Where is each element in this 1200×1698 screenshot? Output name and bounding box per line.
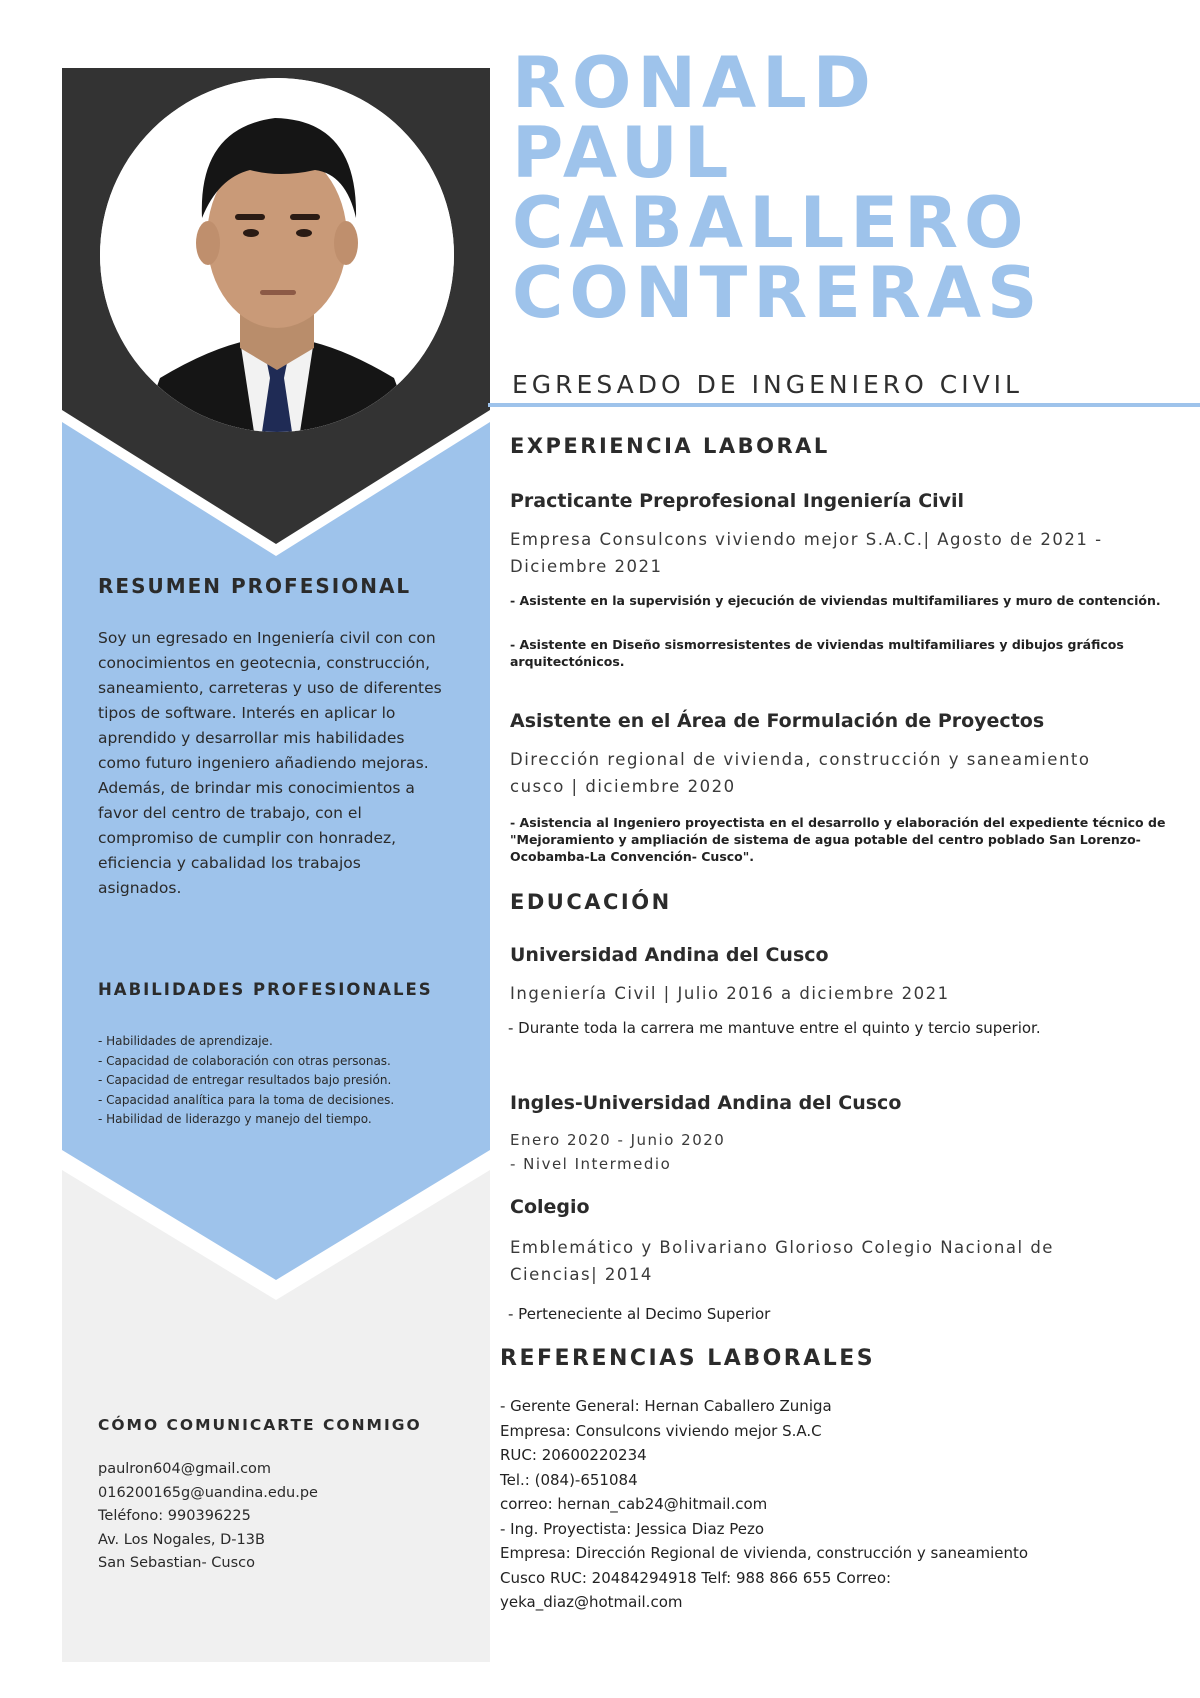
list-item: - Capacidad de colaboración con otras personas. — [98, 1053, 391, 1068]
contact-email: paulron604@gmail.com — [98, 1461, 272, 1477]
education-note: - Perteneciente al Decimo Superior — [508, 1305, 771, 1323]
reference-line: RUC: 20600220234 — [500, 1446, 647, 1464]
education-title: Ingles-Universidad Andina del Cusco — [510, 1092, 902, 1114]
summary-heading: RESUMEN PROFESIONAL — [98, 574, 412, 598]
person-avatar-icon — [100, 78, 454, 432]
skills-list — [98, 1032, 458, 1130]
profile-photo — [100, 78, 454, 432]
title-divider — [488, 403, 1200, 407]
contact-block — [98, 1458, 458, 1576]
list-item: - Capacidad de entregar resultados bajo presión. — [98, 1073, 392, 1087]
education-note: - Nivel Intermedio — [510, 1155, 672, 1173]
job-title: Practicante Preprofesional Ingeniería Civil — [510, 490, 965, 512]
job-meta: Empresa Consulcons viviendo mejor S.A.C.| Agosto de 2021 - Diciembre 2021 — [510, 530, 1103, 576]
reference-line: Empresa: Consulcons viviendo mejor S.A.C — [500, 1421, 822, 1440]
contact-city: San Sebastian- Cusco — [98, 1555, 256, 1571]
name-line-3: CABALLERO — [512, 182, 1030, 264]
contact-email-institutional: 016200165g@uandina.edu.pe — [98, 1484, 318, 1501]
references-heading: REFERENCIAS LABORALES — [500, 1346, 876, 1371]
references-block — [500, 1394, 1060, 1615]
education-note: - Durante toda la carrera me mantuve entre el quinto y tercio superior. — [508, 1019, 1041, 1037]
list-item: - Habilidad de liderazgo y manejo del tiempo. — [98, 1112, 372, 1126]
job-bullet: - Asistente en la supervisión y ejecución de viviendas multifamiliares y muro de contención. — [510, 593, 1161, 608]
name-line-1: RONALD — [512, 42, 877, 124]
name-line-2: PAUL — [512, 112, 735, 194]
education-meta: Enero 2020 - Junio 2020 — [510, 1131, 726, 1149]
reference-line: correo: hernan_cab24@hitmail.com — [500, 1495, 768, 1513]
list-item: - Capacidad analítica para la toma de decisiones. — [98, 1092, 395, 1107]
reference-line: - Gerente General: Hernan Caballero Zuniga — [500, 1397, 832, 1415]
experience-heading: EXPERIENCIA LABORAL — [510, 434, 830, 458]
education-heading: EDUCACIÓN — [510, 890, 672, 914]
job-meta: Dirección regional de vivienda, construcción y saneamiento cusco | diciembre 2020 — [510, 750, 1091, 796]
name-line-4: CONTRERAS — [512, 252, 1044, 334]
skills-heading: HABILIDADES PROFESIONALES — [98, 980, 433, 999]
education-meta: Emblemático y Bolivariano Glorioso Colegio Nacional de Ciencias| 2014 — [510, 1238, 1054, 1284]
contact-phone: Teléfono: 990396225 — [98, 1508, 251, 1524]
contact-address: Av. Los Nogales, D-13B — [98, 1531, 265, 1548]
job-title: Asistente en el Área de Formulación de Proyectos — [510, 710, 1045, 732]
job-bullet: - Asistente en Diseño sismorresistentes de viviendas multifamiliares y dibujos gráficos arquitectónicos. — [510, 637, 1124, 669]
education-meta: Ingeniería Civil | Julio 2016 a diciembre 2021 — [510, 984, 950, 1003]
reference-line: Tel.: (084)-651084 — [500, 1470, 638, 1489]
list-item: - Habilidades de aprendizaje. — [98, 1034, 273, 1048]
job-bullet: - Asistencia al Ingeniero proyectista en el desarrollo y elaboración del expediente técnico de "Mejoramiento y ampliación de sistema de agua potable del centro poblado San Lorenzo-Ocobamba-La Convención- Cusco". — [510, 815, 1166, 864]
summary-text: Soy un egresado en Ingeniería civil con con conocimientos en geotecnia, construcción, saneamiento, carreteras y uso de diferentes tipos de software. Interés en aplicar lo aprendido y desarrollar mis habilidades como futuro ingeniero añadiendo mejoras. Además, de brindar mis conocimientos a favor del centro de trabajo, con el compromiso de cumplir con honradez, eficiencia y cabalidad los trabajos asignados. — [98, 629, 442, 897]
reference-line: - Ing. Proyectista: Jessica Diaz Pezo — [500, 1519, 765, 1538]
education-title: Universidad Andina del Cusco — [510, 944, 829, 966]
reference-line: Empresa: Dirección Regional de vivienda, construcción y saneamiento Cusco RUC: 20484294918 Telf: 988 866 655 Correo: yeka_diaz@hotmail.com — [500, 1544, 1029, 1611]
contact-heading: CÓMO COMUNICARTE CONMIGO — [98, 1416, 422, 1434]
role-title: EGRESADO DE INGENIERO CIVIL — [512, 370, 1023, 399]
education-title: Colegio — [510, 1196, 590, 1218]
